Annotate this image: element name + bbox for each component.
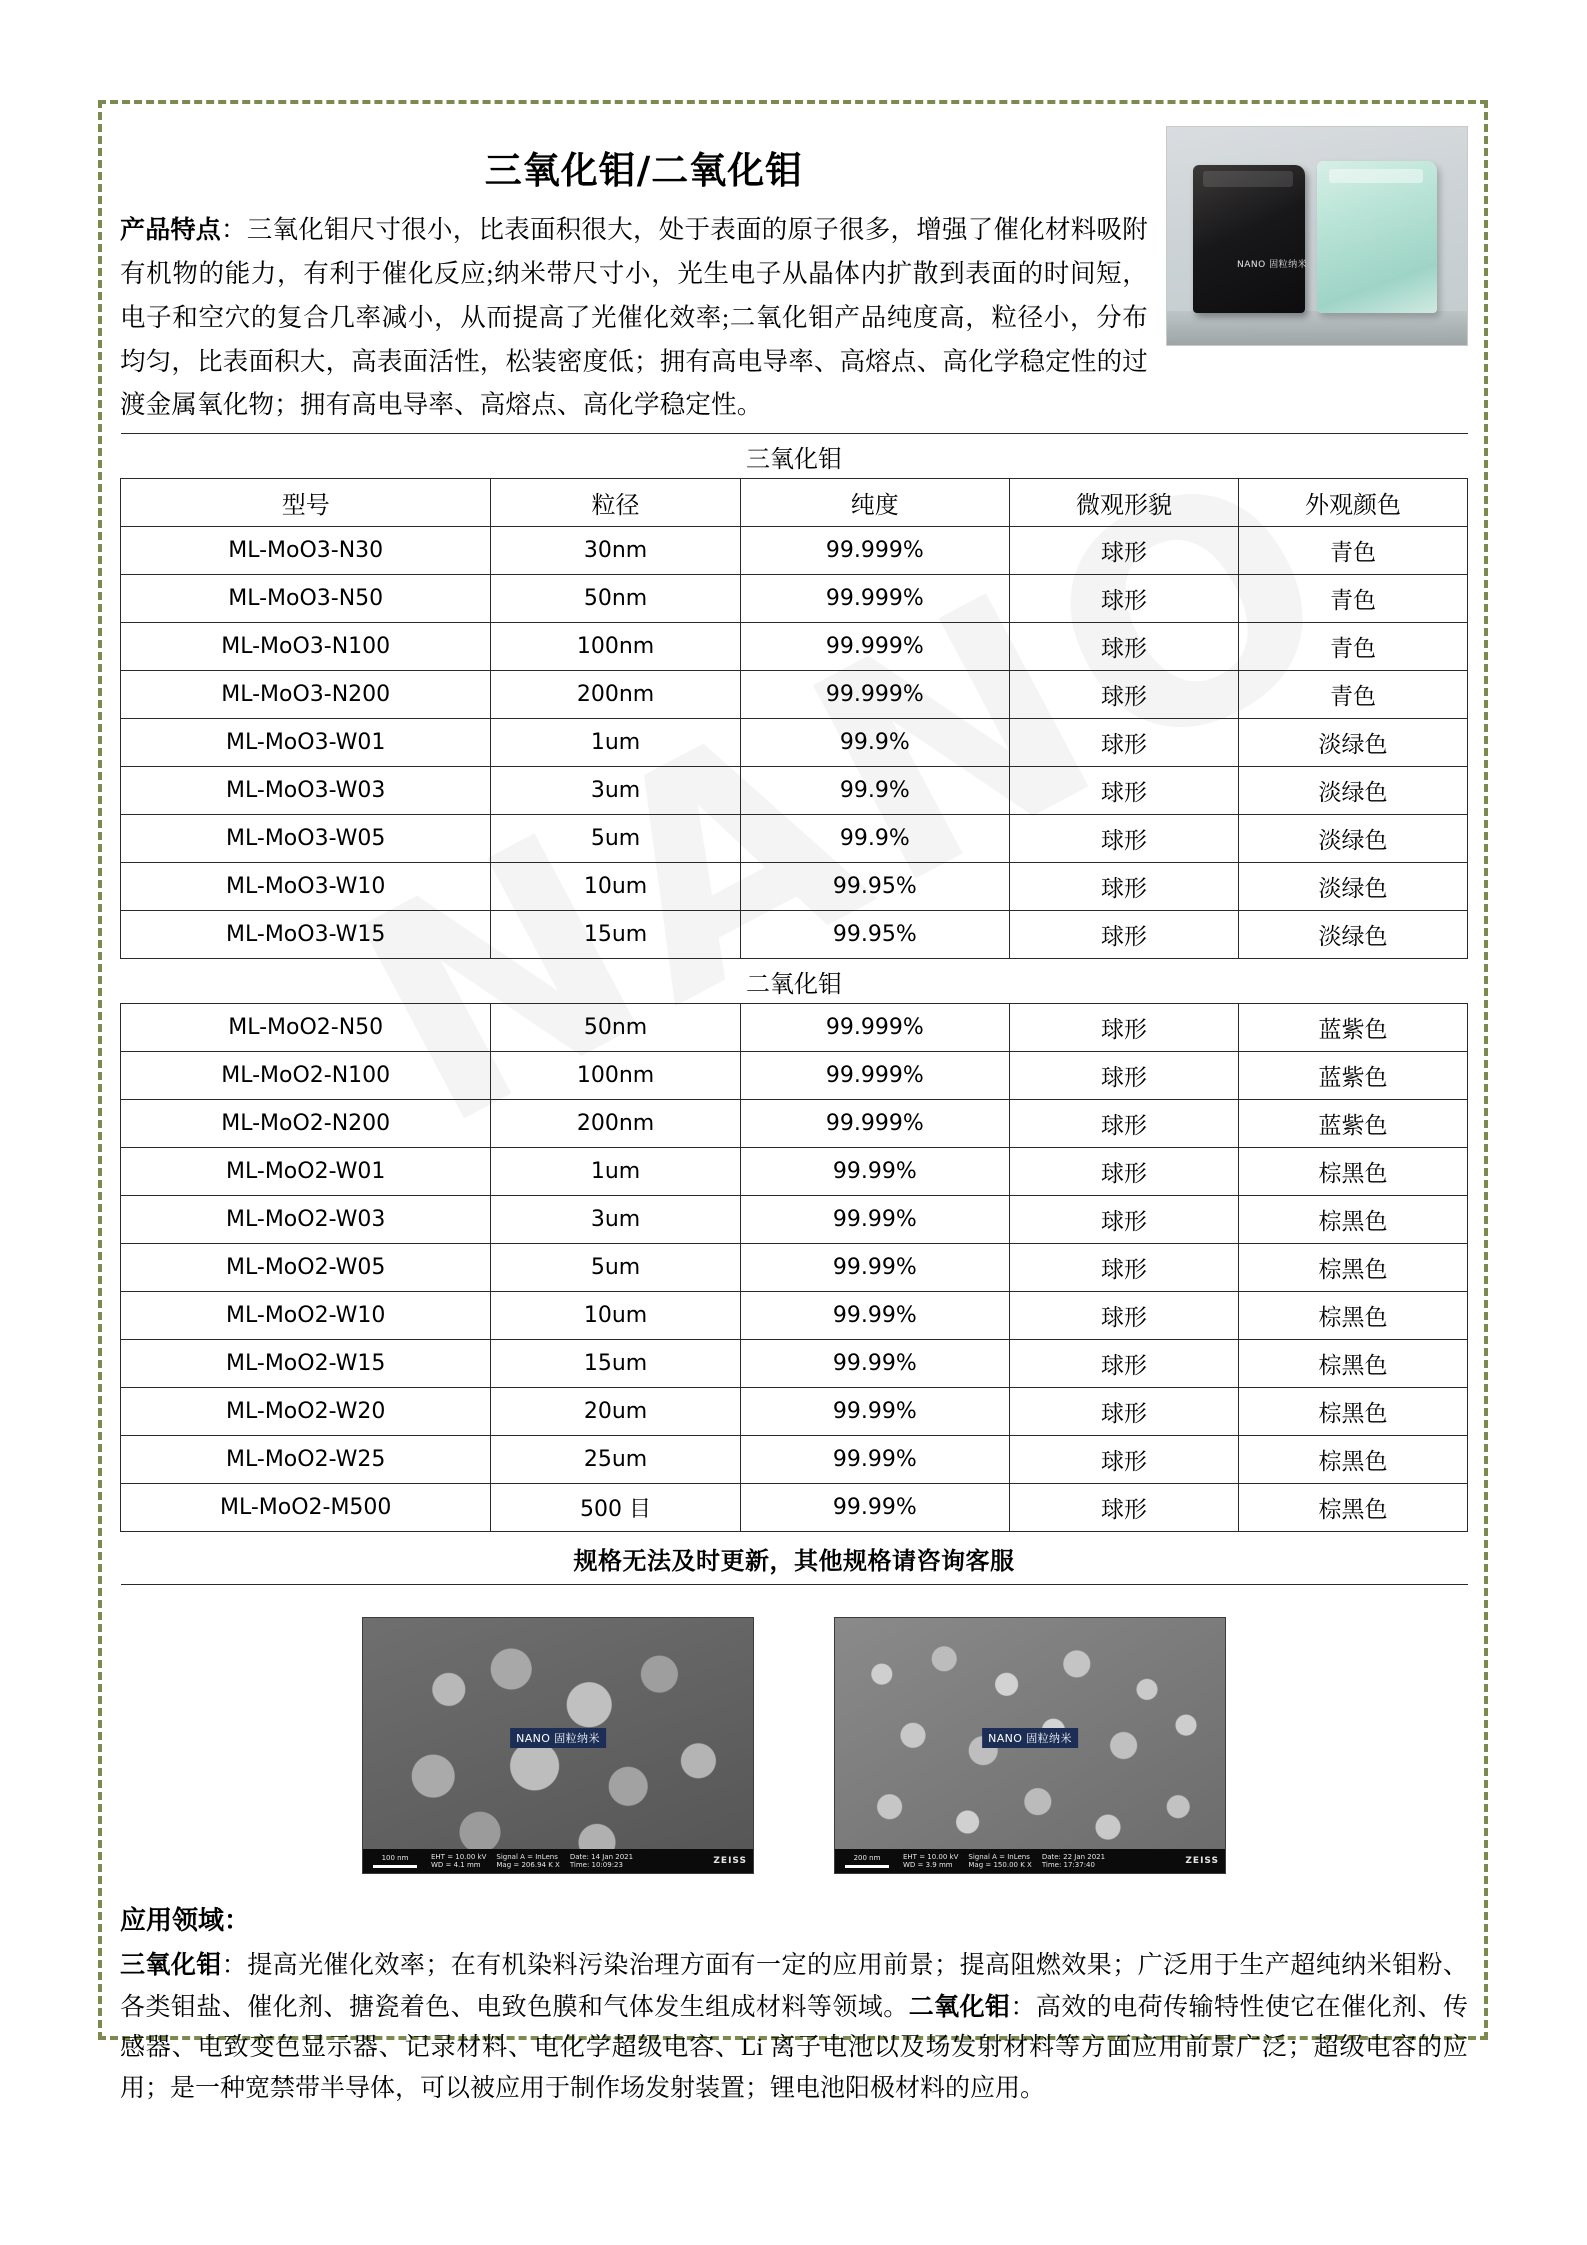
cell-size: 5um (491, 1244, 740, 1292)
cell-purity: 99.99% (740, 1196, 1009, 1244)
cell-model: ML-MoO3-W10 (121, 863, 491, 911)
table-header-row (121, 479, 1468, 527)
cell-color: 棕黑色 (1238, 1292, 1467, 1340)
applications-heading: 应用领域： (120, 1906, 251, 1937)
sem-image-row (120, 1617, 1468, 1874)
sem-beam-info (903, 1853, 958, 1871)
applications-moo3-text: ：提高光催化效率；在有机染料污染治理方面有一定的应用前景；提高阻燃效果；广泛用于生产超纯纳米钼粉、各类钼盐、催化剂、搪瓷着色、电致色膜和气体发生组成材料等领域。 (120, 1952, 1468, 2021)
cell-color: 棕黑色 (1238, 1484, 1467, 1532)
table-row (121, 1052, 1468, 1100)
cell-model: ML-MoO2-W15 (121, 1340, 491, 1388)
section-title-moo2: 二氧化钼 (121, 959, 1468, 1004)
sem-image-moo3 (362, 1617, 754, 1874)
cell-color: 青色 (1238, 575, 1467, 623)
cell-morphology: 球形 (1010, 671, 1239, 719)
table-footnote: 规格无法及时更新，其他规格请咨询客服 (121, 1532, 1468, 1585)
table-row (121, 671, 1468, 719)
sem-mag: Mag = 150.00 K X (968, 1861, 1032, 1870)
applications-moo3-label: 三氧化钼 (120, 1950, 222, 1980)
sem-datetime-info (570, 1853, 633, 1871)
cell-morphology: 球形 (1010, 1388, 1239, 1436)
sem-eht: EHT = 10.00 kV (903, 1852, 959, 1861)
cell-purity: 99.99% (740, 1436, 1009, 1484)
cell-color: 棕黑色 (1238, 1436, 1467, 1484)
sem-scale-label: 200 nm (853, 1854, 881, 1863)
table-row (121, 1484, 1468, 1532)
header-section (120, 118, 1468, 427)
table-row (121, 1436, 1468, 1484)
photo-backdrop (1167, 311, 1467, 345)
sem-time: Time: 10:09:23 (569, 1861, 623, 1870)
features-separator: ： (221, 215, 247, 244)
table-row (121, 719, 1468, 767)
cell-purity: 99.99% (740, 1340, 1009, 1388)
cell-color: 青色 (1238, 623, 1467, 671)
cell-size: 100nm (491, 1052, 740, 1100)
cell-color: 蓝紫色 (1238, 1052, 1467, 1100)
table-row (121, 623, 1468, 671)
document-content (120, 118, 1468, 2109)
table-row (121, 1340, 1468, 1388)
cell-size: 3um (491, 1196, 740, 1244)
cell-morphology: 球形 (1010, 527, 1239, 575)
cell-model: ML-MoO3-N100 (121, 623, 491, 671)
cell-purity: 99.999% (740, 1052, 1009, 1100)
cell-size: 50nm (491, 1004, 740, 1052)
cell-color: 棕黑色 (1238, 1196, 1467, 1244)
cell-color: 棕黑色 (1238, 1148, 1467, 1196)
table-row (121, 1292, 1468, 1340)
cell-size: 30nm (491, 527, 740, 575)
cell-color: 蓝紫色 (1238, 1004, 1467, 1052)
cell-purity: 99.999% (740, 671, 1009, 719)
cell-purity: 99.99% (740, 1292, 1009, 1340)
table-row (121, 1004, 1468, 1052)
cell-size: 15um (491, 911, 740, 959)
sem-date: Date: 14 Jan 2021 (569, 1852, 634, 1861)
cell-morphology: 球形 (1010, 1484, 1239, 1532)
photo-bag-label: NANO 固粒纳米 (1237, 260, 1308, 270)
cell-size: 500 目 (491, 1484, 740, 1532)
cell-morphology: 球形 (1010, 623, 1239, 671)
cell-size: 5um (491, 815, 740, 863)
cell-size: 20um (491, 1388, 740, 1436)
photo-bag-dark (1193, 165, 1308, 313)
cell-morphology: 球形 (1010, 575, 1239, 623)
cell-model: ML-MoO2-W05 (121, 1244, 491, 1292)
table-row (121, 911, 1468, 959)
sem-mag: Mag = 206.94 K X (496, 1861, 560, 1870)
page-title: 三氧化钼/二氧化钼 (484, 149, 804, 192)
table-row (121, 1196, 1468, 1244)
col-header-morphology: 微观形貌 (1010, 479, 1239, 527)
cell-size: 1um (491, 1148, 740, 1196)
sem-time: Time: 17:37:40 (1041, 1861, 1095, 1870)
sem-date: Date: 22 Jan 2021 (1041, 1852, 1106, 1861)
cell-morphology: 球形 (1010, 1436, 1239, 1484)
sem-watermark: NANO 固粒纳米 (510, 1728, 606, 1748)
table-section-title-row (121, 434, 1468, 479)
sem-watermark: NANO 固粒纳米 (982, 1728, 1078, 1748)
col-header-purity: 纯度 (740, 479, 1009, 527)
sem-signal-info (968, 1853, 1031, 1871)
cell-purity: 99.999% (740, 527, 1009, 575)
sem-vendor-logo: ZEISS (1185, 1855, 1219, 1866)
cell-model: ML-MoO2-N50 (121, 1004, 491, 1052)
table-row (121, 1100, 1468, 1148)
cell-size: 3um (491, 767, 740, 815)
sem-signal: Signal A = InLens (968, 1852, 1030, 1861)
cell-morphology: 球形 (1010, 863, 1239, 911)
cell-color: 棕黑色 (1238, 1340, 1467, 1388)
cell-model: ML-MoO3-N30 (121, 527, 491, 575)
sem-scalebar (369, 1854, 421, 1868)
table-row (121, 815, 1468, 863)
cell-color: 棕黑色 (1238, 1388, 1467, 1436)
sem-scale-line (373, 1865, 417, 1868)
product-photo (1166, 126, 1468, 346)
cell-size: 10um (491, 863, 740, 911)
cell-color: 淡绿色 (1238, 911, 1467, 959)
sem-scale-label: 100 nm (381, 1854, 409, 1863)
cell-color: 淡绿色 (1238, 815, 1467, 863)
cell-purity: 99.9% (740, 719, 1009, 767)
col-header-color: 外观颜色 (1238, 479, 1467, 527)
table-section-title-row (121, 959, 1468, 1004)
cell-size: 10um (491, 1292, 740, 1340)
cell-model: ML-MoO3-W01 (121, 719, 491, 767)
applications-moo2-text: ：高效的电荷传输特性使它在催化剂、传感器、电致变色显示器、记录材料、电化学超级电容、Li 离子电池以及场发射材料等方面应用前景广泛；超级电容的应用；是一种宽禁带半导体，可以被应用于制作场发射装置；锂电池阳极材料的应用。 (120, 1993, 1468, 2102)
cell-morphology: 球形 (1010, 1340, 1239, 1388)
cell-color: 淡绿色 (1238, 767, 1467, 815)
cell-morphology: 球形 (1010, 1244, 1239, 1292)
cell-size: 1um (491, 719, 740, 767)
cell-purity: 99.95% (740, 863, 1009, 911)
cell-model: ML-MoO3-W03 (121, 767, 491, 815)
cell-model: ML-MoO2-W25 (121, 1436, 491, 1484)
cell-purity: 99.99% (740, 1388, 1009, 1436)
cell-purity: 99.99% (740, 1148, 1009, 1196)
cell-purity: 99.999% (740, 575, 1009, 623)
cell-model: ML-MoO2-W03 (121, 1196, 491, 1244)
cell-size: 200nm (491, 671, 740, 719)
sem-scalebar (841, 1854, 893, 1868)
applications-moo2-label: 二氧化钼 (908, 1991, 1011, 2021)
cell-model: ML-MoO3-N200 (121, 671, 491, 719)
cell-model: ML-MoO2-N200 (121, 1100, 491, 1148)
section-title-moo3: 三氧化钼 (121, 434, 1468, 479)
cell-purity: 99.9% (740, 767, 1009, 815)
cell-morphology: 球形 (1010, 767, 1239, 815)
table-row (121, 575, 1468, 623)
cell-morphology: 球形 (1010, 1292, 1239, 1340)
sem-wd: WD = 3.9 mm (903, 1861, 953, 1870)
specification-table (120, 433, 1468, 1585)
table-row (121, 863, 1468, 911)
cell-model: ML-MoO3-W05 (121, 815, 491, 863)
cell-color: 蓝紫色 (1238, 1100, 1467, 1148)
table-row (121, 527, 1468, 575)
sem-beam-info (431, 1853, 486, 1871)
cell-purity: 99.95% (740, 911, 1009, 959)
sem-vendor-logo: ZEISS (713, 1855, 747, 1866)
sem-datetime-info (1042, 1853, 1105, 1871)
cell-model: ML-MoO3-W15 (121, 911, 491, 959)
sem-signal-info (496, 1853, 559, 1871)
applications-section (120, 1900, 1468, 2109)
cell-morphology: 球形 (1010, 719, 1239, 767)
table-row (121, 1244, 1468, 1292)
table-body (121, 434, 1468, 1585)
table-footnote-row (121, 1532, 1468, 1585)
cell-model: ML-MoO3-N50 (121, 575, 491, 623)
sem-image-moo2 (834, 1617, 1226, 1874)
cell-color: 淡绿色 (1238, 719, 1467, 767)
cell-model: ML-MoO2-W10 (121, 1292, 491, 1340)
cell-purity: 99.99% (740, 1484, 1009, 1532)
table-row (121, 1148, 1468, 1196)
sem-infobar (835, 1849, 1225, 1873)
cell-size: 15um (491, 1340, 740, 1388)
cell-morphology: 球形 (1010, 1100, 1239, 1148)
cell-purity: 99.999% (740, 623, 1009, 671)
cell-color: 棕黑色 (1238, 1244, 1467, 1292)
cell-size: 50nm (491, 575, 740, 623)
applications-body (120, 1945, 1468, 2109)
col-header-particle-size: 粒径 (491, 479, 740, 527)
photo-bag-light (1317, 161, 1437, 313)
cell-color: 青色 (1238, 527, 1467, 575)
cell-morphology: 球形 (1010, 1052, 1239, 1100)
cell-model: ML-MoO2-W20 (121, 1388, 491, 1436)
cell-purity: 99.999% (740, 1004, 1009, 1052)
sem-eht: EHT = 10.00 kV (431, 1852, 487, 1861)
cell-size: 200nm (491, 1100, 740, 1148)
cell-size: 25um (491, 1436, 740, 1484)
sem-wd: WD = 4.1 mm (431, 1861, 481, 1870)
features-label: 产品特点 (120, 215, 222, 244)
features-text: 三氧化钼尺寸很小，比表面积很大，处于表面的原子很多，增强了催化材料吸附有机物的能力，有利于催化反应;纳米带尺寸小，光生电子从晶体内扩散到表面的时间短，电子和空穴的复合几率减小，从而提高了光催化效率;二氧化钼产品纯度高，粒径小，分布均匀，比表面积大，高表面活性，松装密度低；拥有高电导率、高熔点、高化学稳定性的过渡金属氧化物；拥有高电导率、高熔点、高化学稳定性。 (120, 215, 1149, 420)
cell-color: 青色 (1238, 671, 1467, 719)
sem-infobar (363, 1849, 753, 1873)
cell-purity: 99.99% (740, 1244, 1009, 1292)
cell-size: 100nm (491, 623, 740, 671)
cell-morphology: 球形 (1010, 911, 1239, 959)
cell-morphology: 球形 (1010, 1196, 1239, 1244)
sem-signal: Signal A = InLens (496, 1852, 558, 1861)
cell-morphology: 球形 (1010, 815, 1239, 863)
cell-purity: 99.9% (740, 815, 1009, 863)
table-row (121, 1388, 1468, 1436)
cell-model: ML-MoO2-W01 (121, 1148, 491, 1196)
cell-color: 淡绿色 (1238, 863, 1467, 911)
cell-morphology: 球形 (1010, 1004, 1239, 1052)
col-header-model: 型号 (121, 479, 491, 527)
cell-model: ML-MoO2-M500 (121, 1484, 491, 1532)
cell-model: ML-MoO2-N100 (121, 1052, 491, 1100)
table-row (121, 767, 1468, 815)
cell-morphology: 球形 (1010, 1148, 1239, 1196)
sem-scale-line (845, 1865, 889, 1868)
cell-purity: 99.999% (740, 1100, 1009, 1148)
